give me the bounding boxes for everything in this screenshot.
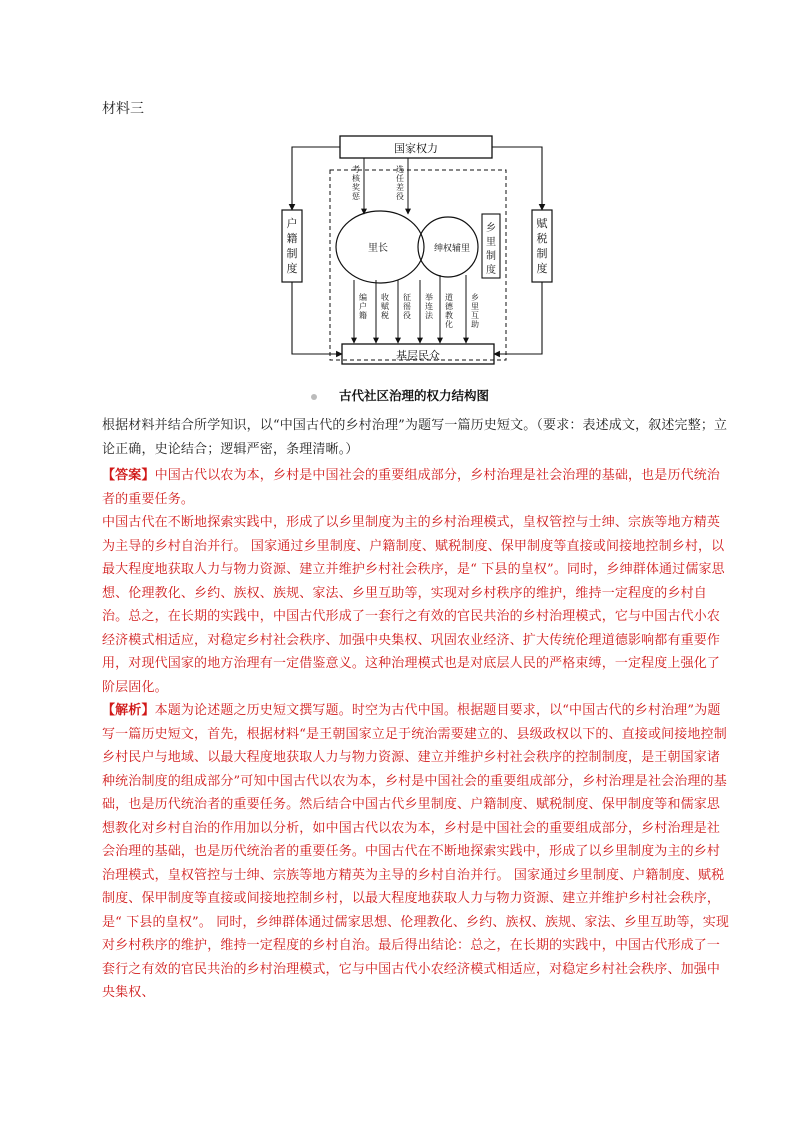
down-label-char: 德 xyxy=(445,302,453,311)
down-label-char: 征 xyxy=(403,293,411,302)
analysis-paragraph xyxy=(102,699,732,1005)
top-arrow-left-char: 奖 xyxy=(352,183,360,192)
top-arrow-right-char: 任 xyxy=(396,174,404,183)
down-label-char: 里 xyxy=(471,302,479,311)
left-box-char: 籍 xyxy=(286,232,298,245)
answer-tag: 【答案】 xyxy=(102,468,155,483)
top-arrow-right-label xyxy=(396,164,404,201)
down-label-char: 赋 xyxy=(381,302,389,311)
down-label-char: 乡 xyxy=(471,293,479,302)
down-label-char: 助 xyxy=(471,320,479,329)
down-label-char: 法 xyxy=(425,311,433,320)
diagram-caption xyxy=(0,386,800,404)
down-label-char: 举 xyxy=(425,293,433,302)
material-heading: 材料三 xyxy=(102,101,144,117)
down-label-char: 收 xyxy=(381,293,389,302)
circle-right-label: 绅权辅里 xyxy=(433,244,471,254)
top-arrow-left-char: 核 xyxy=(352,174,360,183)
down-label-char: 徭 xyxy=(403,302,411,311)
bullet-icon xyxy=(311,394,317,400)
answer-block xyxy=(102,464,732,1005)
left-box-char: 度 xyxy=(286,262,298,275)
inner-right-box-char: 度 xyxy=(486,265,496,276)
down-label-char: 连 xyxy=(425,302,433,311)
top-arrow-left-label xyxy=(352,164,361,201)
top-arrow-right-char: 差 xyxy=(396,183,404,192)
answer-paragraph-1 xyxy=(102,464,732,511)
answer-text-1: 中国古代以农为本，乡村是中国社会的重要组成部分，乡村治理是社会治理的基础，也是历代统治者的重要任务。 xyxy=(102,468,721,507)
down-label-char: 互 xyxy=(471,311,479,320)
inner-right-box-char: 里 xyxy=(486,237,496,248)
inner-right-box-char: 乡 xyxy=(486,223,496,234)
top-arrow-right-char: 选 xyxy=(396,165,404,174)
down-label-char: 编 xyxy=(359,293,367,302)
down-label-char: 教 xyxy=(445,311,453,320)
power-structure-diagram xyxy=(270,130,560,380)
top-arrow-left-char: 惩 xyxy=(352,192,360,201)
right-path-bottom xyxy=(494,282,542,354)
right-box-char: 赋 xyxy=(536,217,548,230)
top-arrow-right-char: 役 xyxy=(396,192,404,201)
caption-text: 古代社区治理的权力结构图 xyxy=(338,388,489,403)
down-label-char: 役 xyxy=(403,311,411,320)
top-box-label: 国家权力 xyxy=(394,142,438,155)
down-label-char: 籍 xyxy=(359,311,367,320)
down-label-char: 化 xyxy=(445,320,453,329)
bottom-box-label: 基层民众 xyxy=(396,349,440,362)
answer-paragraph-2: 中国古代在不断地探索实践中，形成了以乡里制度为主的乡村治理模式，皇权管控与士绅、宗族等地方精英为主导的乡村自治并行。 国家通过乡里制度、户籍制度、赋税制度、保甲制度等直接或间接地控制乡村，以最大程度地获取人力与物力资源、建立并维护乡村社会秩序，是“ 下县的皇权”。同时，乡绅群体通过儒家思想、伦理教化、乡约、族权、族规、家法、乡里互助等，实现对乡村秩序的维护，维持一定程度的乡村自治。总之，在长期的实践中，中国古代形成了一套行之有效的官民共治的乡村治理模式，它与中国古代小农经济模式相适应，对稳定乡村社会秩序、加强中央集权、巩固农业经济、扩大传统伦理道德影响都有重要作用，对现代国家的地方治理有一定借鉴意义。这种治理模式也是对底层人民的严格束缚，一定程度上强化了阶层固化。 xyxy=(102,515,725,695)
analysis-text: 本题为论述题之历史短文撰写题。时空为古代中国。根据题目要求，以“中国古代的乡村治理”为题写一篇历史短文，首先，根据材料“是王朝国家立足于统治需要建立的、县级政权以下的、直接或间接地控制乡村民户与地域、以最大程度地获取人力与物力资源、建立并维护乡村社会秩序的控制制度，是王朝国家诸种统治制度的组成部分”可知中国古代以农为本，乡村是中国社会的重要组成部分，乡村治理是社会治理的基础，也是历代统治者的重要任务。然后结合中国古代乡里制度、户籍制度、赋税制度、保甲制度等和儒家思想教化对乡村自治的作用加以分析，如中国古代以农为本，乡村是中国社会的重要组成部分，乡村治理是社会治理的基础，也是历代统治者的重要任务。中国古代在不断地探索实践中，形成了以乡里制度为主的乡村治理模式，皇权管控与士绅、宗族等地方精英为主导的乡村自治并行。 国家通过乡里制度、户籍制度、赋税制度、保甲制度等直接或间接地控制乡村，以最大程度地获取人力与物力资源、建立并维护乡村社会秩序，是“ 下县的皇权”。 同时，乡绅群体通过儒家思想、伦理教化、乡约、族权、族规、家法、乡里互助等，实现对乡村秩序的维护，维持一定程度的乡村自治。最后得出结论：总之，在长期的实践中，中国古代形成了一套行之有效的官民共治的乡村治理模式，它与中国古代小农经济模式相适应，对稳定乡村社会秩序、加强中央集权、 xyxy=(102,703,730,1000)
circle-left-label: 里长 xyxy=(368,243,388,254)
left-box-char: 制 xyxy=(286,247,298,260)
down-label-char: 税 xyxy=(381,311,389,320)
top-arrow-left-char: 考 xyxy=(352,165,360,174)
question-text: 根据材料并结合所学知识，以“中国古代的乡村治理”为题写一篇历史短文。（要求：表述成文，叙述完整；立论正确，史论结合；逻辑严密，条理清晰。） xyxy=(102,418,728,457)
left-path xyxy=(292,147,340,210)
left-box-char: 户 xyxy=(286,217,298,230)
analysis-tag: 【解析】 xyxy=(102,703,155,718)
right-path xyxy=(492,147,542,210)
down-label-char: 户 xyxy=(359,302,367,311)
right-box-char: 度 xyxy=(536,262,548,275)
down-label-char: 道 xyxy=(445,293,453,302)
right-box-char: 制 xyxy=(536,247,548,260)
right-box-char: 税 xyxy=(536,232,548,245)
left-path-bottom xyxy=(292,282,342,354)
inner-right-box-char: 制 xyxy=(486,251,496,262)
down-labels xyxy=(359,292,479,329)
